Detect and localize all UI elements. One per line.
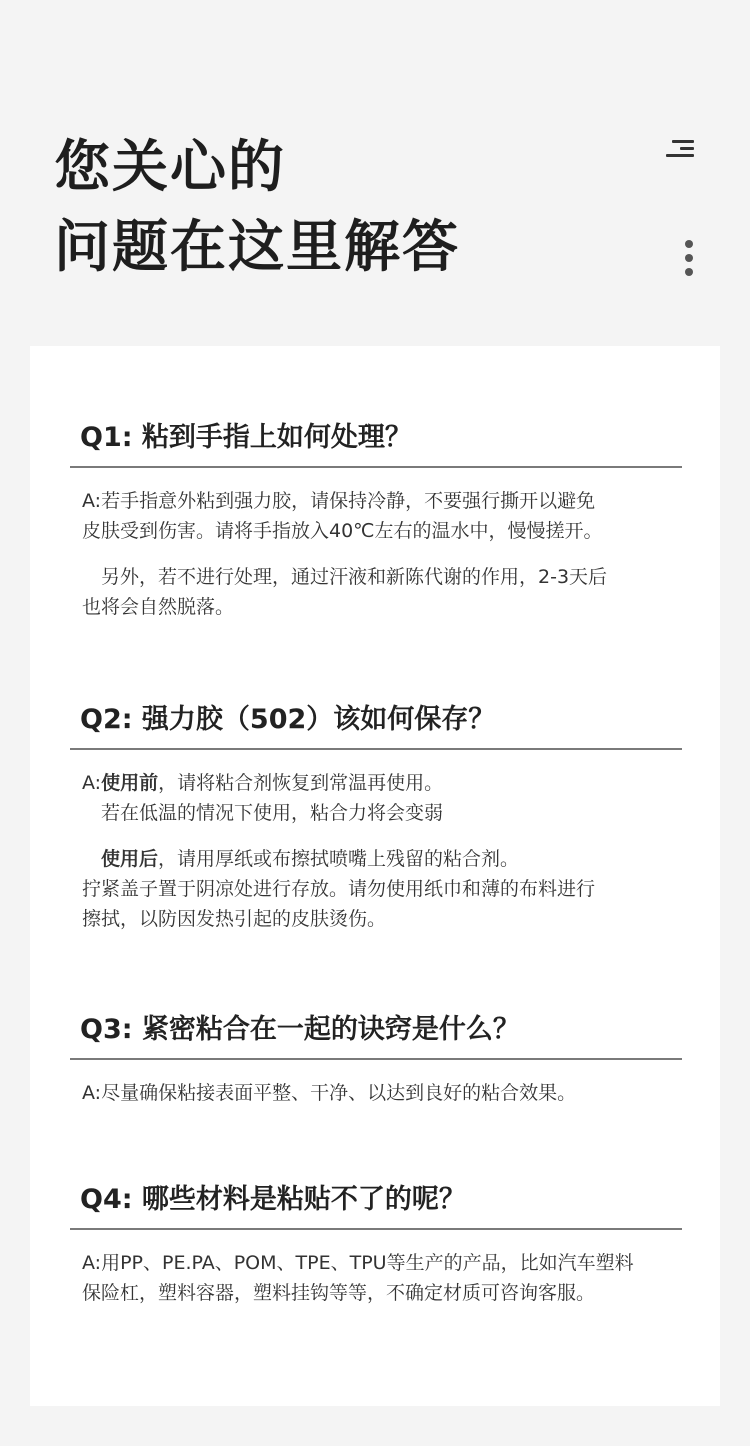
- answer-text: 使用后，请用厚纸或布擦拭喷嘴上残留的粘合剂。: [101, 848, 520, 870]
- divider: [70, 1058, 682, 1060]
- answer-text: 擦拭，以防因发热引起的皮肤烫伤。: [82, 908, 387, 930]
- answer-text: 拧紧盖子置于阴凉处进行存放。请勿使用纸巾和薄的布料进行: [82, 878, 596, 900]
- page-heading: [54, 128, 654, 288]
- question-title: Q1: 粘到手指上如何处理？: [80, 422, 412, 453]
- faq-item-q4: [70, 1180, 682, 1308]
- heading-line-2: 问题在这里解答: [54, 215, 460, 280]
- answer-text: A:使用前，请将粘合剂恢复到常温再使用。: [82, 772, 444, 794]
- question-title: Q2: 强力胶（502）该如何保存？: [80, 704, 496, 735]
- answer-text: 也将会自然脱落。: [82, 596, 235, 618]
- answer-text: 保险杠，塑料容器，塑料挂钩等等，不确定材质可咨询客服。: [82, 1282, 596, 1304]
- menu-lines-icon[interactable]: [664, 138, 694, 160]
- faq-item-q3: [70, 1010, 682, 1108]
- heading-line-1: 您关心的: [54, 135, 286, 200]
- faq-item-q2: [70, 700, 682, 934]
- vertical-dots-icon[interactable]: [684, 240, 694, 280]
- answer-text: A:尽量确保粘接表面平整、干净、以达到良好的粘合效果。: [82, 1082, 577, 1104]
- question-title: Q4: 哪些材料是粘贴不了的呢？: [80, 1184, 466, 1215]
- answer-body: [70, 486, 682, 622]
- answer-body: [70, 1248, 682, 1308]
- divider: [70, 466, 682, 468]
- divider: [70, 1228, 682, 1230]
- answer-text: 皮肤受到伤害。请将手指放入40℃左右的温水中，慢慢搓开。: [82, 520, 603, 542]
- divider: [70, 748, 682, 750]
- answer-body: [70, 1078, 682, 1108]
- answer-text: 另外，若不进行处理，通过汗液和新陈代谢的作用，2-3天后: [82, 566, 608, 588]
- answer-text: A:若手指意外粘到强力胶，请保持冷静，不要强行撕开以避免: [82, 490, 596, 512]
- bold-label: 使用前: [101, 772, 159, 794]
- answer-text: A:用PP、PE.PA、POM、TPE、TPU等生产的产品，比如汽车塑料: [82, 1252, 634, 1274]
- faq-card: [30, 346, 720, 1406]
- answer-body: [70, 768, 682, 934]
- faq-item-q1: [70, 418, 682, 622]
- question-title: Q3: 紧密粘合在一起的诀窍是什么？: [80, 1014, 520, 1045]
- answer-text: 若在低温的情况下使用，粘合力将会变弱: [82, 802, 444, 824]
- bold-label: 使用后: [101, 848, 159, 870]
